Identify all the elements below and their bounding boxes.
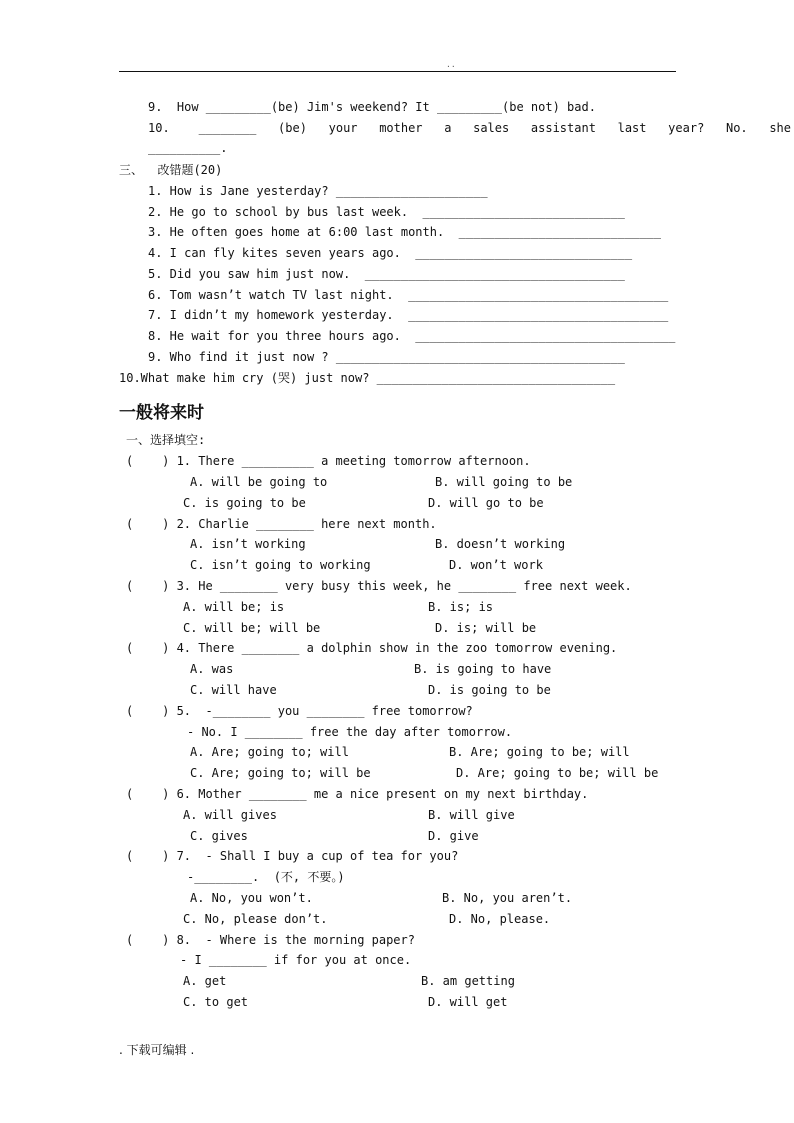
mc-question-3-option-b: B. is; is xyxy=(428,600,494,614)
mc-question-4-option-c: C. will have xyxy=(190,683,277,697)
correction-item-1: 1. How is Jane yesterday? _____________________ xyxy=(148,184,488,198)
mc-question-2-option-a: A. isn’t working xyxy=(190,537,306,551)
mc-question-5-option-a: A. Are; going to; will xyxy=(190,745,349,759)
mc-question-7-option-d: D. No, please. xyxy=(449,912,551,926)
mc-question-8-option-d: D. will get xyxy=(428,995,508,1009)
mc-question-1-stem: ( ) 1. There __________ a meeting tomorrow afternoon. xyxy=(126,454,531,468)
mc-question-3-option-d: D. is; will be xyxy=(435,621,537,635)
mc-question-6-option-a: A. will gives xyxy=(183,808,277,822)
mc-question-1-option-d: D. will go to be xyxy=(428,496,544,510)
mc-question-3-option-c: C. will be; will be xyxy=(183,621,321,635)
mc-question-4-stem: ( ) 4. There ________ a dolphin show in the zoo tomorrow evening. xyxy=(126,641,618,655)
correction-item-8: 8. He wait for you three hours ago. ____________________________________ xyxy=(148,329,676,343)
mc-question-3-stem: ( ) 3. He ________ very busy this week, he ________ free next week. xyxy=(126,579,632,593)
mc-question-1-option-b: B. will going to be xyxy=(435,475,573,489)
mc-question-6-option-c: C. gives xyxy=(190,829,248,843)
mc-question-2-option-d: D. won’t work xyxy=(449,558,543,572)
correction-item-4: 4. I can fly kites seven years ago. ______________________________ xyxy=(148,246,633,260)
footer-text: . 下载可编辑 . xyxy=(119,1043,195,1057)
correction-item-5: 5. Did you saw him just now. ____________________________________ xyxy=(148,267,625,281)
mc-question-8-reply: - I ________ if for you at once. xyxy=(180,953,412,967)
mc-question-5-option-d: D. Are; going to be; will be xyxy=(456,766,659,780)
correction-item-9: 9. Who find it just now ? ________________________________________ xyxy=(148,350,625,364)
section-title-error-correction: 三、 改错题(20) xyxy=(119,163,223,177)
mc-question-2-option-c: C. isn’t going to working xyxy=(190,558,371,572)
mc-question-6-option-b: B. will give xyxy=(428,808,515,822)
mc-question-7-option-c: C. No, please don’t. xyxy=(183,912,328,926)
correction-item-2: 2. He go to school by bus last week. ____________________________ xyxy=(148,205,625,219)
correction-item-6: 6. Tom wasn’t watch TV last night. ____________________________________ xyxy=(148,288,669,302)
correction-item-10: 10.What make him cry (哭) just now? _________________________________ xyxy=(119,371,616,385)
question-10-line-1: 10. ________ (be) your mother a sales assistant last year? No. she xyxy=(148,121,791,135)
mc-question-4-option-a: A. was xyxy=(190,662,234,676)
mc-question-8-option-b: B. am getting xyxy=(421,974,515,988)
mc-question-7-option-a: A. No, you won’t. xyxy=(190,891,313,905)
mc-question-6-option-d: D. give xyxy=(428,829,479,843)
mc-question-8-option-a: A. get xyxy=(183,974,227,988)
mc-question-2-stem: ( ) 2. Charlie ________ here next month. xyxy=(126,517,437,531)
question-9: 9. How _________(be) Jim's weekend? It _________(be not) bad. xyxy=(148,100,596,114)
mc-question-6-stem: ( ) 6. Mother ________ me a nice present on my next birthday. xyxy=(126,787,589,801)
mc-question-8-stem: ( ) 8. - Where is the morning paper? xyxy=(126,933,415,947)
mc-question-1-option-c: C. is going to be xyxy=(183,496,306,510)
mc-question-3-option-a: A. will be; is xyxy=(183,600,285,614)
mc-question-4-option-d: D. is going to be xyxy=(428,683,551,697)
mc-question-8-option-c: C. to get xyxy=(183,995,249,1009)
mc-question-5-stem: ( ) 5. -________ you ________ free tomorrow? xyxy=(126,704,473,718)
mc-question-5-option-c: C. Are; going to; will be xyxy=(190,766,371,780)
mc-question-5-reply: - No. I ________ free the day after tomorrow. xyxy=(187,725,513,739)
mc-question-7-option-b: B. No, you aren’t. xyxy=(442,891,573,905)
mc-question-5-option-b: B. Are; going to be; will xyxy=(449,745,630,759)
mc-question-4-option-b: B. is going to have xyxy=(414,662,552,676)
mc-question-7-stem: ( ) 7. - Shall I buy a cup of tea for you? xyxy=(126,849,459,863)
mc-question-2-option-b: B. doesn’t working xyxy=(435,537,566,551)
correction-item-3: 3. He often goes home at 6:00 last month. ____________________________ xyxy=(148,225,661,239)
mc-question-1-option-a: A. will be going to xyxy=(190,475,328,489)
header-rule xyxy=(119,71,676,72)
correction-item-7: 7. I didn’t my homework yesterday. ____________________________________ xyxy=(148,308,669,322)
question-10-line-2: __________. xyxy=(148,141,228,155)
header-dots: .. xyxy=(446,60,456,69)
subsection-title-multiple-choice: 一、选择填空: xyxy=(126,433,206,447)
mc-question-7-reply: -________. (不, 不要。) xyxy=(187,870,345,884)
section-heading-future-tense: 一般将来时 xyxy=(119,403,204,423)
